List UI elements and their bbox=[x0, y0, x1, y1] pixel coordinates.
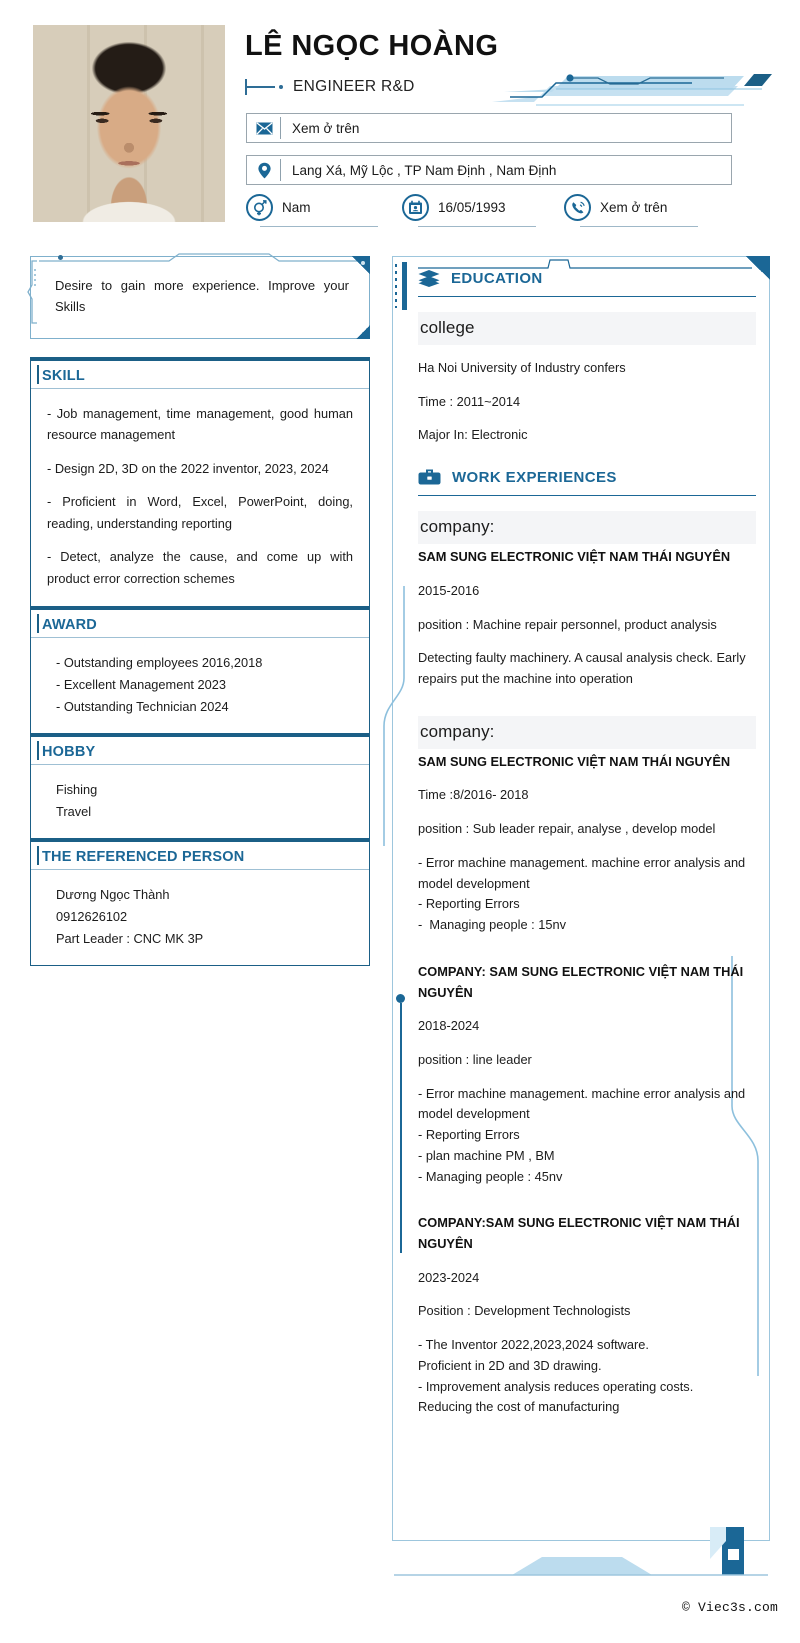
briefcase-icon bbox=[418, 468, 441, 486]
section-award bbox=[30, 607, 370, 734]
work-position: Position : Development Technologists bbox=[418, 1303, 631, 1319]
meta-underline-2 bbox=[418, 226, 536, 227]
work-period: 2023-2024 bbox=[418, 1269, 480, 1285]
profile-photo bbox=[33, 25, 225, 222]
timeline-dot-icon bbox=[396, 994, 405, 1003]
section-hobby bbox=[30, 734, 370, 839]
work-detail: - Managing people : 15nv bbox=[418, 917, 566, 933]
meta-birthdate-value: 16/05/1993 bbox=[438, 200, 506, 215]
section-education-header bbox=[418, 270, 756, 297]
skill-item: - Job management, time management, good human resource management bbox=[47, 405, 353, 443]
job-title: ENGINEER R&D bbox=[293, 78, 415, 95]
work-detail: - Error machine management. machine error analysis and model development bbox=[418, 854, 749, 891]
work-detail: - Reporting Errors bbox=[418, 1127, 520, 1143]
work-position: position : Sub leader repair, analyse , develop model bbox=[418, 821, 716, 837]
contact-address-row[interactable] bbox=[246, 155, 732, 185]
personal-meta-row bbox=[246, 194, 736, 228]
section-education-title: EDUCATION bbox=[451, 270, 543, 287]
section-hobby-header bbox=[31, 734, 369, 765]
section-skill-body bbox=[31, 389, 369, 606]
work-company-name: SAM SUNG ELECTRONIC VIỆT NAM THÁI NGUYÊN bbox=[418, 753, 731, 769]
meta-underline-3 bbox=[580, 226, 698, 227]
hobby-item: Fishing bbox=[56, 782, 98, 798]
left-column bbox=[30, 256, 370, 966]
hobby-item: Travel bbox=[56, 804, 92, 820]
work-company-name: COMPANY:SAM SUNG ELECTRONIC VIỆT NAM THÁI NGUYÊN bbox=[418, 1215, 740, 1251]
footer-credit: © Viec3s.com bbox=[681, 1600, 778, 1615]
work-detail: - Improvement analysis reduces operating costs. bbox=[418, 1378, 694, 1394]
summary-corner-dot bbox=[361, 261, 365, 265]
summary-text: Desire to gain more experience. Improve your Skills bbox=[55, 278, 349, 315]
meta-phone bbox=[564, 194, 667, 221]
skill-item: - Design 2D, 3D on the 2022 inventor, 2023, 2024 bbox=[47, 460, 329, 476]
section-work-title: WORK EXPERIENCES bbox=[452, 468, 617, 486]
section-hobby-title: HOBBY bbox=[42, 744, 96, 761]
gender-icon bbox=[246, 194, 273, 221]
work-entry bbox=[418, 1213, 756, 1418]
section-award-header bbox=[31, 607, 369, 638]
work-detail: - Error machine management. machine error analysis and model development bbox=[418, 1085, 749, 1122]
work-detail: - Managing people : 45nv bbox=[418, 1168, 563, 1184]
work-period: 2018-2024 bbox=[418, 1018, 480, 1034]
section-skill bbox=[30, 357, 370, 607]
header-decoration-graphic bbox=[492, 56, 772, 108]
meta-birthdate bbox=[402, 194, 506, 221]
page-title: LÊ NGỌC HOÀNG bbox=[245, 30, 499, 62]
section-award-title: AWARD bbox=[42, 617, 97, 634]
work-entry bbox=[418, 511, 756, 690]
summary-corner-br bbox=[356, 325, 370, 339]
section-skill-header bbox=[31, 358, 369, 389]
reference-name: Dương Ngọc Thành bbox=[56, 887, 170, 903]
section-work-header bbox=[418, 468, 756, 496]
meta-phone-value: Xem ở trên bbox=[600, 200, 668, 215]
summary-left-brace-decoration bbox=[27, 259, 41, 325]
meta-underline-1 bbox=[260, 226, 378, 227]
section-reference bbox=[30, 839, 370, 966]
work-details bbox=[418, 1335, 756, 1418]
contact-email-row[interactable] bbox=[246, 113, 732, 143]
job-title-row bbox=[245, 78, 415, 96]
work-details bbox=[418, 853, 756, 936]
summary-corner-tr bbox=[352, 256, 370, 274]
section-hobby-body bbox=[31, 765, 369, 838]
contact-address-value: Lang Xá, Mỹ Lộc , TP Nam Định , Nam Định bbox=[292, 162, 557, 178]
avatar bbox=[33, 25, 225, 222]
work-detail: Proficient in 2D and 3D drawing. bbox=[418, 1357, 602, 1373]
contact-email-value: Xem ở trên bbox=[292, 120, 360, 136]
work-period: 2015-2016 bbox=[418, 582, 480, 598]
section-award-body bbox=[31, 638, 369, 733]
section-reference-header bbox=[31, 839, 369, 870]
award-item: - Outstanding employees 2016,2018 bbox=[56, 655, 263, 671]
phone-icon bbox=[564, 194, 591, 221]
dash-line-icon bbox=[245, 79, 283, 95]
education-degree: college bbox=[418, 312, 756, 345]
work-detail: - The Inventor 2022,2023,2024 software. bbox=[418, 1337, 649, 1353]
work-company-name: COMPANY: SAM SUNG ELECTRONIC VIỆT NAM THÁI NGUYÊN bbox=[418, 963, 744, 1000]
skill-item: - Detect, analyze the cause, and come up with product error correction schemes bbox=[47, 549, 353, 586]
right-column-content bbox=[418, 270, 756, 1531]
timeline-line bbox=[400, 1003, 402, 1253]
summary-top-decoration bbox=[39, 253, 359, 263]
reference-role: Part Leader : CNC MK 3P bbox=[56, 931, 204, 947]
education-major: Major In: Electronic bbox=[418, 427, 528, 443]
award-item: - Excellent Management 2023 bbox=[56, 677, 227, 693]
section-reference-title: THE REFERENCED PERSON bbox=[42, 849, 245, 866]
work-company-name: SAM SUNG ELECTRONIC VIỆT NAM THÁI NGUYÊN bbox=[418, 549, 731, 565]
work-company-label: company: bbox=[418, 716, 756, 749]
calendar-icon bbox=[402, 194, 429, 221]
cv-header bbox=[0, 0, 800, 248]
work-position: position : Machine repair personnel, product analysis bbox=[418, 616, 717, 632]
work-entry bbox=[418, 716, 756, 936]
work-details bbox=[418, 1084, 756, 1188]
right-dotted-decoration bbox=[395, 264, 397, 308]
reference-phone: 0912626102 bbox=[56, 909, 128, 925]
work-position: position : line leader bbox=[418, 1051, 532, 1067]
meta-gender-value: Nam bbox=[282, 200, 311, 215]
map-pin-icon bbox=[247, 156, 281, 184]
work-detail: Detecting faulty machinery. A causal analysis check. Early repairs put the machine into operation bbox=[418, 650, 746, 687]
meta-gender bbox=[246, 194, 311, 221]
envelope-icon bbox=[247, 114, 281, 142]
section-reference-body bbox=[31, 870, 369, 965]
right-accent-bar bbox=[402, 262, 407, 310]
work-period: Time :8/2016- 2018 bbox=[418, 787, 529, 803]
work-detail: - plan machine PM , BM bbox=[418, 1147, 555, 1163]
summary-dot-icon bbox=[58, 255, 63, 260]
summary-card bbox=[30, 256, 370, 339]
books-stack-icon bbox=[418, 270, 440, 287]
skill-item: - Proficient in Word, Excel, PowerPoint, doing, reading, understanding reporting bbox=[47, 494, 353, 531]
education-time: Time : 2011~2014 bbox=[418, 393, 521, 409]
education-school: Ha Noi University of Industry confers bbox=[418, 360, 626, 375]
award-item: - Outstanding Technician 2024 bbox=[56, 699, 229, 715]
section-skill-title: SKILL bbox=[42, 367, 85, 384]
right-column bbox=[392, 256, 770, 1541]
work-company-label: company: bbox=[418, 511, 756, 544]
work-entry bbox=[418, 962, 756, 1187]
work-detail: - Reporting Errors bbox=[418, 896, 520, 912]
work-detail: Reducing the cost of manufacturing bbox=[418, 1399, 620, 1415]
